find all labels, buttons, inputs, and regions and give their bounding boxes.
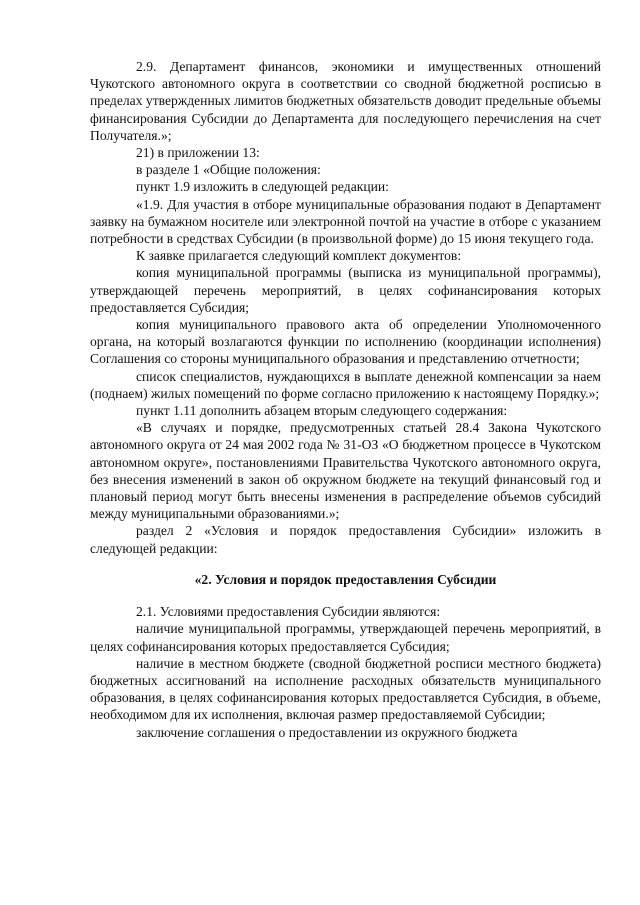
paragraph-section-1: в разделе 1 «Общие положения: (136, 162, 321, 178)
paragraph-2-1: 2.1. Условиями предоставления Субсидии являются: (136, 604, 441, 620)
paragraph-condition-program: наличие муниципальной программы, утверждающей перечень мероприятий, в целях софинансирования которых предоставляется Субсидия; (90, 621, 601, 654)
paragraph-point-1-11-intro: пункт 1.11 дополнить абзацем вторым следующего содержания: (136, 403, 508, 419)
document-page (90, 58, 601, 741)
paragraph-point-1-11: «В случаях и порядке, предусмотренных статьей 28.4 Закона Чукотского автономного округа от 24 мая 2002 года № 31-ОЗ «О бюджетном процессе в Чукотском автономном округе», постановлениями Правительства Чукотского автономного округа, без внесения изменений в закон об окружном бюджете на текущий финансовый год и плановый период могут быть внесены изменения в распределение объемов субсидий между муниципальными образованиями.»; (90, 420, 601, 522)
paragraph-condition-budget: наличие в местном бюджете (сводной бюджетной росписи местного бюджета) бюджетных ассигнований на исполнение расходных обязательств муниципального образования, в целях софинансирования которых предоставляется Субсидия, в объеме, необходимом для их исполнения, включая размер предоставляемой Субсидии; (90, 655, 601, 723)
paragraph-doc-legal-act-copy: копия муниципального правового акта об определении Уполномоченного органа, на который возлагаются функции по исполнению (координации исполнения) Соглашения со стороны муниципального образования и представлению отчетности; (90, 317, 601, 367)
section-heading: «2. Условия и порядок предоставления Субсидии (194, 571, 497, 587)
paragraph-doc-specialists-list: список специалистов, нуждающихся в выплате денежной компенсации за наем (поднаем) жилых помещений по форме согласно приложению к настоящему Порядку.»; (90, 368, 601, 401)
paragraph-condition-agreement: заключение соглашения о предоставлении из окружного бюджета (136, 724, 518, 740)
paragraph-section-2-intro: раздел 2 «Условия и порядок предоставления Субсидии» изложить в следующей редакции: (90, 523, 601, 556)
paragraph-item-21: 21) в приложении 13: (136, 145, 260, 161)
paragraph-2-9: 2.9. Департамент финансов, экономики и имущественных отношений Чукотского автономного округа в соответствии со сводной бюджетной росписью в пределах утвержденных лимитов бюджетных обязательств доводит предельные объемы финансирования Субсидии до Департамента для последующего перечисления на счет Получателя.»; (90, 59, 601, 143)
paragraph-documents-intro: К заявке прилагается следующий комплект документов: (136, 248, 462, 264)
paragraph-point-1-9-intro: пункт 1.9 изложить в следующей редакции: (136, 179, 389, 195)
paragraph-doc-program-copy: копия муниципальной программы (выписка из муниципальной программы), утверждающей перечень мероприятий, в целях софинансирования которых предоставляется Субсидия; (90, 265, 601, 315)
paragraph-point-1-9: «1.9. Для участия в отборе муниципальные образования подают в Департамент заявку на бумажном носителе или электронной почтой на участие в отборе с указанием потребности в средствах Субсидии (в произвольной форме) до 15 июня текущего года. (90, 196, 601, 247)
